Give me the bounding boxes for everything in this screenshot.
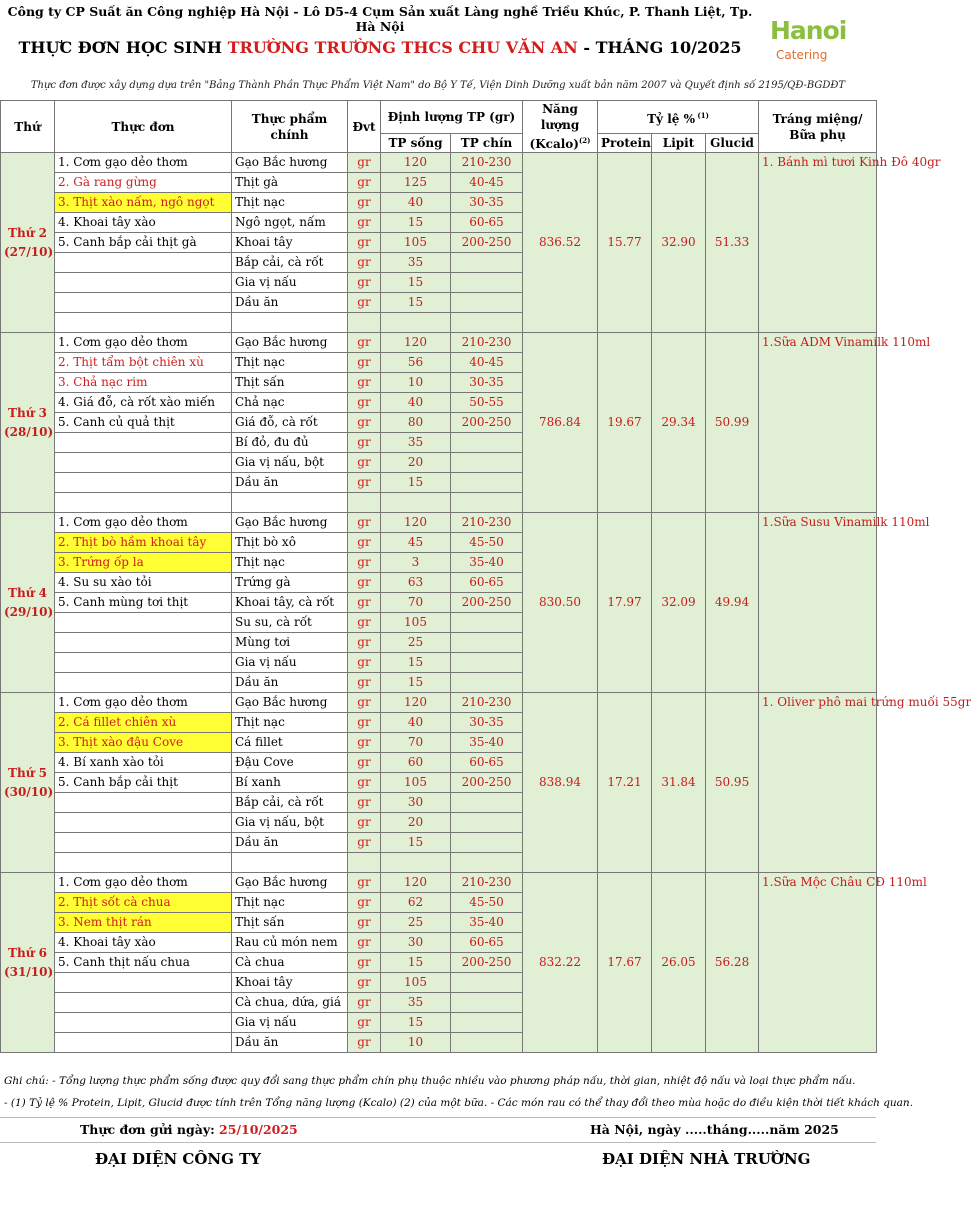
- dish-cell: 1. Cơm gạo dẻo thơm: [55, 693, 232, 713]
- cooked-qty-cell: [451, 253, 523, 273]
- cooked-qty-cell: 210-230: [451, 153, 523, 173]
- table-row: [1, 513, 877, 533]
- raw-qty-cell: 120: [381, 513, 451, 533]
- day-cell: Thứ 2 (27/10): [1, 153, 55, 333]
- cooked-qty-cell: 30-35: [451, 373, 523, 393]
- lipit-cell: 32.90: [652, 153, 706, 333]
- dish-cell: [55, 613, 232, 633]
- ingredient-cell: Thịt sấn: [232, 373, 348, 393]
- glucid-cell: 50.99: [706, 333, 759, 513]
- cooked-qty-cell: [451, 793, 523, 813]
- table-row: [1, 873, 877, 893]
- unit-cell: gr: [348, 753, 381, 773]
- unit-cell: gr: [348, 873, 381, 893]
- ingredient-cell: [232, 853, 348, 873]
- unit-cell: gr: [348, 533, 381, 553]
- col-main-food: Thực phẩm chính: [232, 101, 348, 153]
- ingredient-cell: Dầu ăn: [232, 1033, 348, 1053]
- raw-qty-cell: 45: [381, 533, 451, 553]
- unit-cell: gr: [348, 673, 381, 693]
- dish-cell: 4. Su su xào tỏi: [55, 573, 232, 593]
- divider: [0, 1142, 876, 1143]
- unit-cell: gr: [348, 333, 381, 353]
- dish-cell: [55, 473, 232, 493]
- unit-cell: gr: [348, 513, 381, 533]
- dish-cell: 1. Cơm gạo dẻo thơm: [55, 333, 232, 353]
- ingredient-cell: Gia vị nấu: [232, 273, 348, 293]
- protein-cell: 17.67: [598, 873, 652, 1053]
- raw-qty-cell: 40: [381, 193, 451, 213]
- unit-cell: [348, 853, 381, 873]
- raw-qty-cell: 25: [381, 633, 451, 653]
- raw-qty-cell: 15: [381, 293, 451, 313]
- raw-qty-cell: 35: [381, 433, 451, 453]
- ingredient-cell: Đậu Cove: [232, 753, 348, 773]
- ingredient-cell: Thịt nạc: [232, 353, 348, 373]
- unit-cell: gr: [348, 593, 381, 613]
- ingredient-cell: [232, 313, 348, 333]
- raw-qty-cell: 15: [381, 833, 451, 853]
- raw-qty-cell: 25: [381, 913, 451, 933]
- unit-cell: gr: [348, 973, 381, 993]
- energy-cell: 786.84: [523, 333, 598, 513]
- dish-cell: [55, 453, 232, 473]
- logo-wordmark: Hanoi: [770, 16, 847, 45]
- raw-qty-cell: 60: [381, 753, 451, 773]
- cooked-qty-cell: 30-35: [451, 713, 523, 733]
- title-month: - THÁNG 10/2025: [577, 38, 742, 57]
- dish-cell: [55, 853, 232, 873]
- ingredient-cell: Gia vị nấu, bột: [232, 813, 348, 833]
- col-protein: Protein: [598, 134, 652, 153]
- unit-cell: gr: [348, 553, 381, 573]
- unit-cell: gr: [348, 233, 381, 253]
- raw-qty-cell: 15: [381, 673, 451, 693]
- raw-qty-cell: 125: [381, 173, 451, 193]
- title-prefix: THỰC ĐƠN HỌC SINH: [18, 38, 228, 57]
- unit-cell: gr: [348, 1033, 381, 1053]
- cooked-qty-cell: 200-250: [451, 413, 523, 433]
- dish-cell: 4. Khoai tây xào: [55, 933, 232, 953]
- unit-cell: gr: [348, 573, 381, 593]
- ingredient-cell: Rau củ món nem: [232, 933, 348, 953]
- cooked-qty-cell: [451, 633, 523, 653]
- dish-cell: [55, 653, 232, 673]
- cooked-qty-cell: [451, 313, 523, 333]
- unit-cell: gr: [348, 193, 381, 213]
- ingredient-cell: Gia vị nấu: [232, 653, 348, 673]
- cooked-qty-cell: [451, 833, 523, 853]
- ingredient-cell: Dầu ăn: [232, 833, 348, 853]
- cooked-qty-cell: 35-40: [451, 913, 523, 933]
- energy-cell: 836.52: [523, 153, 598, 333]
- sent-date: Thực đơn gửi ngày: 25/10/2025: [80, 1122, 298, 1137]
- col-menu: Thực đơn: [55, 101, 232, 153]
- cooked-qty-cell: 30-35: [451, 193, 523, 213]
- raw-qty-cell: 15: [381, 213, 451, 233]
- protein-cell: 17.21: [598, 693, 652, 873]
- dish-cell: [55, 833, 232, 853]
- unit-cell: gr: [348, 633, 381, 653]
- unit-cell: gr: [348, 693, 381, 713]
- table-row: [1, 333, 877, 353]
- dish-cell: 4. Bí xanh xào tỏi: [55, 753, 232, 773]
- unit-cell: gr: [348, 733, 381, 753]
- ingredient-cell: Bí đỏ, đu đủ: [232, 433, 348, 453]
- dish-cell: [55, 973, 232, 993]
- note-line-1: Ghi chú: - Tổng lượng thực phẩm sống được quy đổi sang thực phẩm chín phụ thuộc nhiều vào phương pháp nấu, thời gian, nhiệt độ nấu và loại thực phẩm nấu.: [4, 1075, 856, 1087]
- cooked-qty-cell: 35-40: [451, 733, 523, 753]
- dish-cell: 3. Thịt xào đậu Cove: [55, 733, 232, 753]
- energy-cell: 832.22: [523, 873, 598, 1053]
- raw-qty-cell: 40: [381, 393, 451, 413]
- dish-cell: 4. Giá đỗ, cà rốt xào miến: [55, 393, 232, 413]
- cooked-qty-cell: [451, 273, 523, 293]
- unit-cell: gr: [348, 213, 381, 233]
- ingredient-cell: Gạo Bắc hương: [232, 333, 348, 353]
- dish-cell: 3. Chả nạc rim: [55, 373, 232, 393]
- cooked-qty-cell: 200-250: [451, 773, 523, 793]
- lipit-cell: 31.84: [652, 693, 706, 873]
- unit-cell: gr: [348, 293, 381, 313]
- col-energy: Năng lượng (Kcalo)$^{(2)}$: [523, 101, 598, 153]
- raw-qty-cell: 80: [381, 413, 451, 433]
- unit-cell: gr: [348, 653, 381, 673]
- note-line-2: - (1) Tỷ lệ % Protein, Lipit, Glucid được tính trên Tổng năng lượng (Kcalo) (2) của một bữa. - Các món rau có thể thay đổi theo mùa hoặc do điều kiện thời tiết khách quan.: [4, 1097, 914, 1109]
- dish-cell: 2. Thịt sốt cà chua: [55, 893, 232, 913]
- menu-table: [0, 100, 971, 1053]
- school-representative: ĐẠI DIỆN NHÀ TRƯỜNG: [602, 1150, 811, 1168]
- raw-qty-cell: 62: [381, 893, 451, 913]
- raw-qty-cell: 105: [381, 973, 451, 993]
- unit-cell: gr: [348, 793, 381, 813]
- lipit-cell: 29.34: [652, 333, 706, 513]
- dish-cell: [55, 813, 232, 833]
- raw-qty-cell: 105: [381, 233, 451, 253]
- raw-qty-cell: 3: [381, 553, 451, 573]
- cooked-qty-cell: 40-45: [451, 353, 523, 373]
- ingredient-cell: Gạo Bắc hương: [232, 693, 348, 713]
- cooked-qty-cell: 60-65: [451, 213, 523, 233]
- raw-qty-cell: 70: [381, 593, 451, 613]
- raw-qty-cell: [381, 313, 451, 333]
- raw-qty-cell: 120: [381, 153, 451, 173]
- glucid-cell: 50.95: [706, 693, 759, 873]
- cooked-qty-cell: [451, 813, 523, 833]
- ingredient-cell: Gạo Bắc hương: [232, 153, 348, 173]
- unit-cell: gr: [348, 253, 381, 273]
- unit-cell: gr: [348, 993, 381, 1013]
- dish-cell: 3. Trứng ốp la: [55, 553, 232, 573]
- cooked-qty-cell: 210-230: [451, 693, 523, 713]
- raw-qty-cell: 30: [381, 933, 451, 953]
- col-day: Thứ: [1, 101, 55, 153]
- col-glucid: Glucid: [706, 134, 759, 153]
- cooked-qty-cell: [451, 293, 523, 313]
- cooked-qty-cell: [451, 613, 523, 633]
- dish-cell: 5. Canh bắp cải thịt gà: [55, 233, 232, 253]
- dish-cell: [55, 793, 232, 813]
- ingredient-cell: Dầu ăn: [232, 473, 348, 493]
- ingredient-cell: Trứng gà: [232, 573, 348, 593]
- raw-qty-cell: 63: [381, 573, 451, 593]
- logo-subtitle: Catering: [776, 48, 828, 62]
- ingredient-cell: Thịt gà: [232, 173, 348, 193]
- cooked-qty-cell: [451, 1013, 523, 1033]
- col-raw: TP sống: [381, 134, 451, 153]
- dessert-cell: 1.Sữa Susu Vinamilk 110ml: [759, 513, 877, 693]
- col-dessert: Tráng miệng/ Bữa phụ: [759, 101, 877, 153]
- ingredient-cell: Thịt nạc: [232, 553, 348, 573]
- unit-cell: gr: [348, 373, 381, 393]
- day-cell: Thứ 5 (30/10): [1, 693, 55, 873]
- cooked-qty-cell: [451, 653, 523, 673]
- raw-qty-cell: 15: [381, 273, 451, 293]
- unit-cell: gr: [348, 773, 381, 793]
- raw-qty-cell: [381, 493, 451, 513]
- glucid-cell: 49.94: [706, 513, 759, 693]
- ingredient-cell: Mùng tơi: [232, 633, 348, 653]
- dessert-cell: 1.Sữa ADM Vinamilk 110ml: [759, 333, 877, 513]
- energy-cell: 838.94: [523, 693, 598, 873]
- ingredient-cell: Thịt nạc: [232, 713, 348, 733]
- hanoi-catering-logo: [768, 10, 868, 70]
- cooked-qty-cell: [451, 673, 523, 693]
- cooked-qty-cell: 50-55: [451, 393, 523, 413]
- unit-cell: gr: [348, 153, 381, 173]
- dish-cell: 2. Cá fillet chiên xù: [55, 713, 232, 733]
- glucid-cell: 51.33: [706, 153, 759, 333]
- unit-cell: gr: [348, 273, 381, 293]
- menu-basis-note: Thực đơn được xây dựng dựa trên "Bảng Thành Phần Thực Phẩm Việt Nam" do Bộ Y Tế, Viện Dinh Dưỡng xuất bản năm 2007 và Quyết định số 2195/QĐ-BGDĐT: [30, 80, 846, 91]
- dessert-cell: 1.Sữa Mộc Châu CĐ 110ml: [759, 873, 877, 1053]
- unit-cell: [348, 313, 381, 333]
- ingredient-cell: Cá fillet: [232, 733, 348, 753]
- dish-cell: 5. Canh bắp cải thịt: [55, 773, 232, 793]
- raw-qty-cell: 35: [381, 993, 451, 1013]
- cooked-qty-cell: [451, 1033, 523, 1053]
- unit-cell: gr: [348, 893, 381, 913]
- cooked-qty-cell: [451, 433, 523, 453]
- cooked-qty-cell: 60-65: [451, 753, 523, 773]
- raw-qty-cell: 105: [381, 613, 451, 633]
- raw-qty-cell: 20: [381, 813, 451, 833]
- dessert-cell: 1. Bánh mì tươi Kinh Đô 40gr: [759, 153, 877, 333]
- ingredient-cell: Su su, cà rốt: [232, 613, 348, 633]
- raw-qty-cell: 15: [381, 953, 451, 973]
- cooked-qty-cell: 60-65: [451, 933, 523, 953]
- energy-cell: 830.50: [523, 513, 598, 693]
- ingredient-cell: Thịt nạc: [232, 893, 348, 913]
- unit-cell: gr: [348, 933, 381, 953]
- dish-cell: [55, 273, 232, 293]
- dish-cell: [55, 633, 232, 653]
- unit-cell: gr: [348, 433, 381, 453]
- protein-cell: 15.77: [598, 153, 652, 333]
- cooked-qty-cell: 60-65: [451, 573, 523, 593]
- ingredient-cell: Chả nạc: [232, 393, 348, 413]
- ingredient-cell: Bí xanh: [232, 773, 348, 793]
- dish-cell: [55, 1033, 232, 1053]
- ingredient-cell: Cà chua, dứa, giá: [232, 993, 348, 1013]
- unit-cell: gr: [348, 813, 381, 833]
- unit-cell: gr: [348, 393, 381, 413]
- ingredient-cell: Khoai tây: [232, 973, 348, 993]
- dish-cell: 5. Canh mùng tơi thịt: [55, 593, 232, 613]
- unit-cell: [348, 493, 381, 513]
- dish-cell: 4. Khoai tây xào: [55, 213, 232, 233]
- lipit-cell: 26.05: [652, 873, 706, 1053]
- cooked-qty-cell: [451, 473, 523, 493]
- ingredient-cell: Dầu ăn: [232, 673, 348, 693]
- dish-cell: [55, 493, 232, 513]
- col-lipit: Lipit: [652, 134, 706, 153]
- col-quantity: Định lượng TP (gr): [381, 101, 523, 134]
- dish-cell: 3. Thịt xào nấm, ngô ngọt: [55, 193, 232, 213]
- raw-qty-cell: 15: [381, 1013, 451, 1033]
- col-cooked: TP chín: [451, 134, 523, 153]
- dish-cell: 1. Cơm gạo dẻo thơm: [55, 873, 232, 893]
- unit-cell: gr: [348, 473, 381, 493]
- cooked-qty-cell: 200-250: [451, 953, 523, 973]
- raw-qty-cell: 15: [381, 653, 451, 673]
- cooked-qty-cell: 210-230: [451, 333, 523, 353]
- cooked-qty-cell: 45-50: [451, 533, 523, 553]
- unit-cell: gr: [348, 173, 381, 193]
- cooked-qty-cell: 35-40: [451, 553, 523, 573]
- unit-cell: gr: [348, 613, 381, 633]
- page-title: [0, 38, 760, 57]
- dish-cell: 5. Canh củ quả thịt: [55, 413, 232, 433]
- dish-cell: [55, 673, 232, 693]
- unit-cell: gr: [348, 1013, 381, 1033]
- dessert-cell: 1. Oliver phô mai trứng muối 55gr: [759, 693, 877, 873]
- ingredient-cell: Ngô ngọt, nấm: [232, 213, 348, 233]
- col-ratio: Tỷ lệ % $^{(1)}$: [598, 101, 759, 134]
- dish-cell: [55, 313, 232, 333]
- ingredient-cell: Gia vị nấu: [232, 1013, 348, 1033]
- cooked-qty-cell: [451, 453, 523, 473]
- dish-cell: [55, 1013, 232, 1033]
- dish-cell: 2. Thịt tẩm bột chiên xù: [55, 353, 232, 373]
- raw-qty-cell: 105: [381, 773, 451, 793]
- cooked-qty-cell: [451, 993, 523, 1013]
- glucid-cell: 56.28: [706, 873, 759, 1053]
- ingredient-cell: Gạo Bắc hương: [232, 873, 348, 893]
- raw-qty-cell: 35: [381, 253, 451, 273]
- col-unit: Đvt: [348, 101, 381, 153]
- menu-body: [1, 153, 971, 1053]
- dish-cell: 2. Thịt bò hầm khoai tây: [55, 533, 232, 553]
- dish-cell: 3. Nem thịt rán: [55, 913, 232, 933]
- ingredient-cell: Gia vị nấu, bột: [232, 453, 348, 473]
- raw-qty-cell: 120: [381, 693, 451, 713]
- unit-cell: gr: [348, 913, 381, 933]
- ingredient-cell: Khoai tây, cà rốt: [232, 593, 348, 613]
- dish-cell: 2. Gà rang gừng: [55, 173, 232, 193]
- unit-cell: gr: [348, 413, 381, 433]
- protein-cell: 17.97: [598, 513, 652, 693]
- lipit-cell: 32.09: [652, 513, 706, 693]
- ingredient-cell: Bắp cải, cà rốt: [232, 253, 348, 273]
- raw-qty-cell: 15: [381, 473, 451, 493]
- company-representative: ĐẠI DIỆN CÔNG TY: [95, 1150, 261, 1168]
- company-info: Công ty CP Suất ăn Công nghiệp Hà Nội - Lô D5-4 Cụm Sản xuất Làng nghề Triều Khúc, P. Thanh Liệt, Tp. Hà Nội: [7, 4, 753, 34]
- unit-cell: gr: [348, 953, 381, 973]
- cooked-qty-cell: 200-250: [451, 593, 523, 613]
- table-row: [1, 153, 877, 173]
- cooked-qty-cell: 45-50: [451, 893, 523, 913]
- day-cell: Thứ 4 (29/10): [1, 513, 55, 693]
- cooked-qty-cell: [451, 973, 523, 993]
- unit-cell: gr: [348, 453, 381, 473]
- cooked-qty-cell: [451, 493, 523, 513]
- ingredient-cell: Thịt bò xô: [232, 533, 348, 553]
- protein-cell: 19.67: [598, 333, 652, 513]
- unit-cell: gr: [348, 353, 381, 373]
- dish-cell: 1. Cơm gạo dẻo thơm: [55, 153, 232, 173]
- raw-qty-cell: 20: [381, 453, 451, 473]
- unit-cell: gr: [348, 833, 381, 853]
- ingredient-cell: Gạo Bắc hương: [232, 513, 348, 533]
- ingredient-cell: Thịt sấn: [232, 913, 348, 933]
- ingredient-cell: Cà chua: [232, 953, 348, 973]
- dish-cell: [55, 293, 232, 313]
- raw-qty-cell: 10: [381, 1033, 451, 1053]
- ingredient-cell: Thịt nạc: [232, 193, 348, 213]
- dish-cell: 1. Cơm gạo dẻo thơm: [55, 513, 232, 533]
- cooked-qty-cell: 210-230: [451, 513, 523, 533]
- day-cell: Thứ 3 (28/10): [1, 333, 55, 513]
- raw-qty-cell: 10: [381, 373, 451, 393]
- cooked-qty-cell: [451, 853, 523, 873]
- ingredient-cell: Dầu ăn: [232, 293, 348, 313]
- raw-qty-cell: 30: [381, 793, 451, 813]
- ingredient-cell: Bắp cải, cà rốt: [232, 793, 348, 813]
- raw-qty-cell: 40: [381, 713, 451, 733]
- dish-cell: [55, 433, 232, 453]
- ingredient-cell: Giá đỗ, cà rốt: [232, 413, 348, 433]
- cooked-qty-cell: 200-250: [451, 233, 523, 253]
- raw-qty-cell: [381, 853, 451, 873]
- cooked-qty-cell: 40-45: [451, 173, 523, 193]
- ingredient-cell: Khoai tây: [232, 233, 348, 253]
- ingredient-cell: [232, 493, 348, 513]
- place-date: Hà Nội, ngày .....tháng.....năm 2025: [590, 1122, 839, 1137]
- day-cell: Thứ 6 (31/10): [1, 873, 55, 1053]
- dish-cell: 5. Canh thịt nấu chua: [55, 953, 232, 973]
- raw-qty-cell: 70: [381, 733, 451, 753]
- cooked-qty-cell: 210-230: [451, 873, 523, 893]
- dish-cell: [55, 993, 232, 1013]
- dish-cell: [55, 253, 232, 273]
- raw-qty-cell: 120: [381, 333, 451, 353]
- table-row: [1, 693, 877, 713]
- divider: [0, 1117, 876, 1118]
- raw-qty-cell: 56: [381, 353, 451, 373]
- title-school: TRƯỜNG TRƯỜNG THCS CHU VĂN AN: [227, 38, 578, 57]
- raw-qty-cell: 120: [381, 873, 451, 893]
- unit-cell: gr: [348, 713, 381, 733]
